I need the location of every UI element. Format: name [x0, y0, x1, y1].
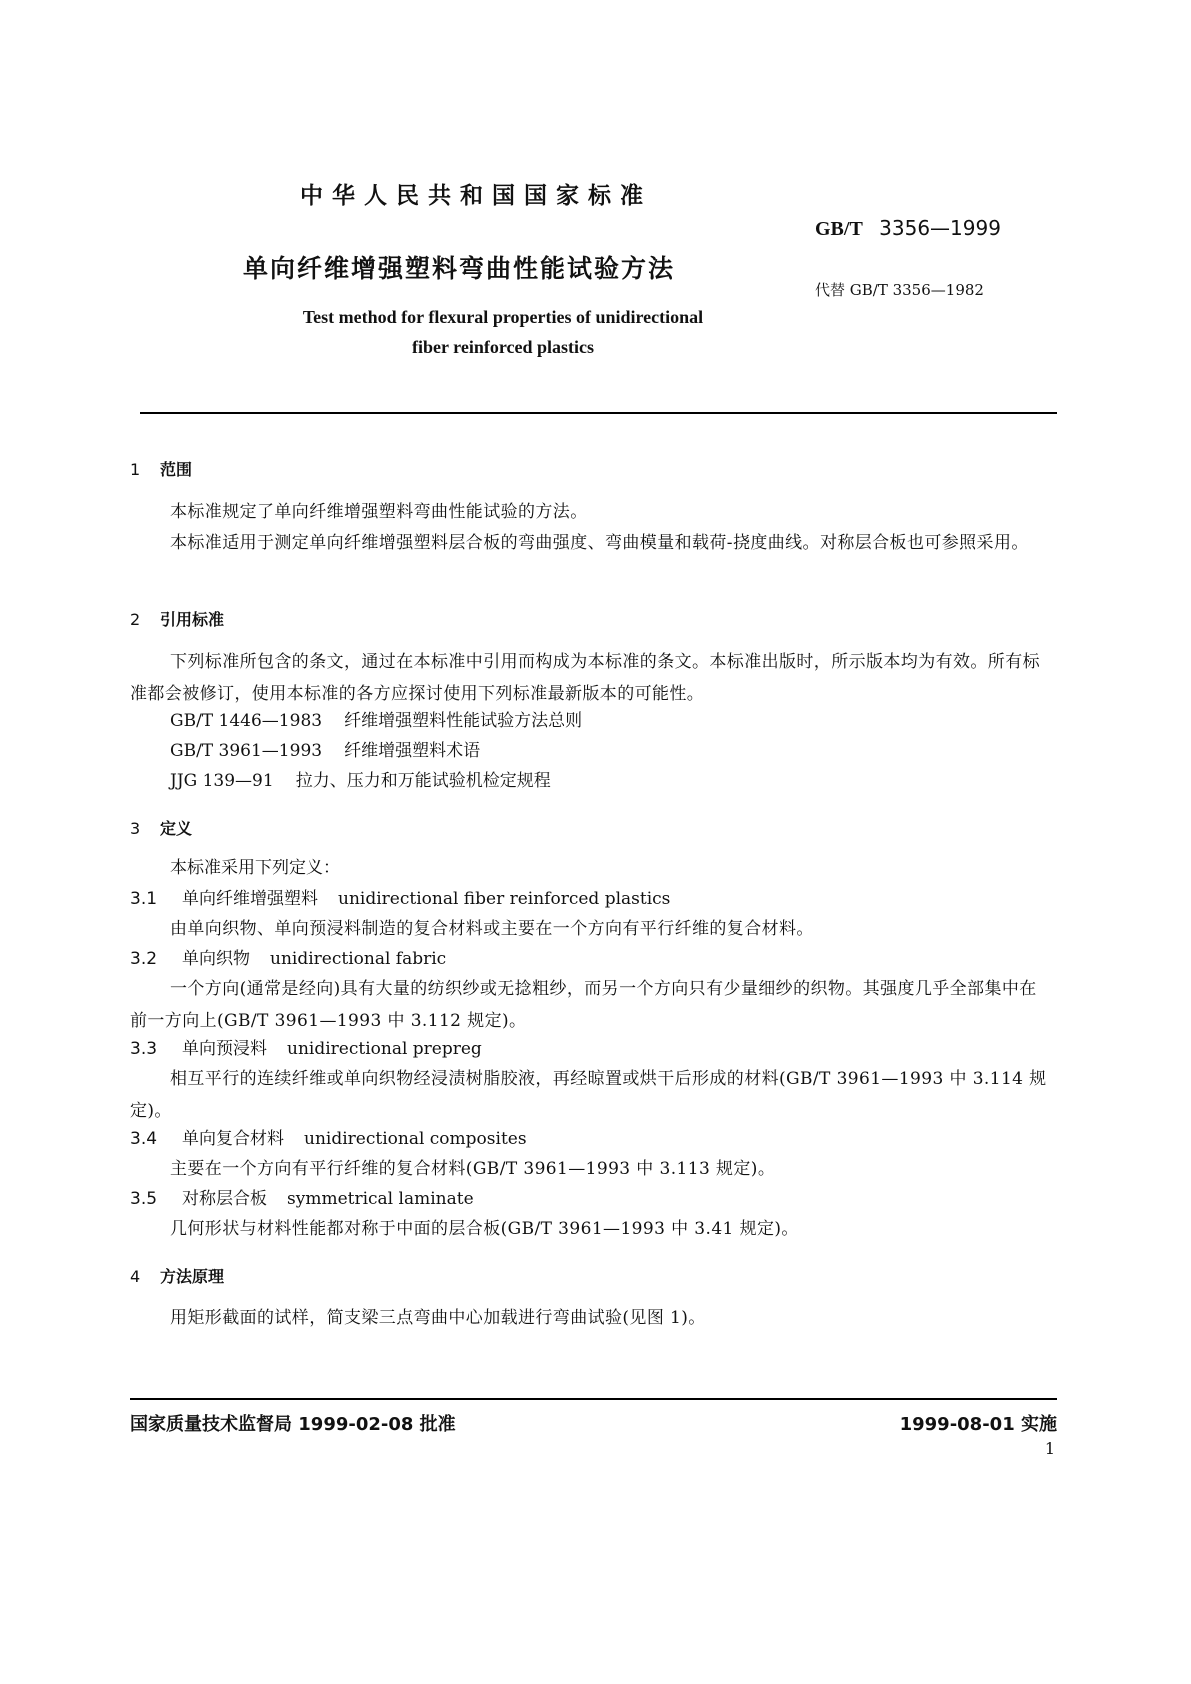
paragraph: 用矩形截面的试样，简支梁三点弯曲中心加载进行弯曲试验(见图 1)。: [170, 1308, 706, 1328]
definition-text: 相互平行的连续纤维或单向织物经浸渍树脂胶液，再经晾置或烘干后形成的材料(GB/T 3961—1993 中 3.114 规定)。: [130, 1069, 1047, 1121]
section-heading-1: [130, 457, 192, 480]
document-title-cn: 单向纤维增强塑料弯曲性能试验方法: [243, 254, 676, 283]
section-title: 方法原理: [160, 1267, 225, 1286]
definition-term: [130, 943, 446, 975]
term-cn: 单向纤维增强塑料: [182, 889, 318, 909]
approval-info: 国家质量技术监督局 1999-02-08 批准: [130, 1414, 456, 1435]
definition-term: [130, 1123, 527, 1155]
paragraph: 本标准适用于测定单向纤维增强塑料层合板的弯曲强度、弯曲模量和载荷-挠度曲线。对称层合板也可参照采用。: [170, 533, 1029, 553]
section-heading-4: [130, 1264, 224, 1287]
definition-number: 3.5: [130, 1189, 158, 1209]
term-en: unidirectional fiber reinforced plastics: [338, 889, 671, 909]
definition-number: 3.4: [130, 1129, 158, 1149]
term-en: unidirectional prepreg: [287, 1039, 482, 1059]
definition-text: 由单向织物、单向预浸料制造的复合材料或主要在一个方向有平行纤维的复合材料。: [170, 919, 814, 939]
reference-code: GB/T 3961—1993: [170, 741, 323, 761]
reference-item: [170, 735, 480, 767]
definition-number: 3.1: [130, 889, 158, 909]
header-divider: [140, 412, 1057, 414]
section-title: 引用标准: [160, 610, 225, 629]
definition-number: 3.2: [130, 949, 158, 969]
definition-text: 主要在一个方向有平行纤维的复合材料(GB/T 3961—1993 中 3.113 规定)。: [170, 1159, 776, 1179]
reference-title: 拉力、压力和万能试验机检定规程: [295, 771, 551, 791]
definition-text: 一个方向(通常是经向)具有大量的纺织纱或无捻粗纱，而另一个方向只有少量细纱的织物。其强度几乎全部集中在前一方向上(GB/T 3961—1993 中 3.112 规定)。: [130, 979, 1037, 1031]
term-cn: 单向预浸料: [182, 1039, 267, 1059]
national-standard-title: 中华人民共和国国家标准: [300, 183, 652, 209]
term-cn: 单向织物: [182, 949, 250, 969]
reference-item: [170, 765, 551, 797]
definition-term: [130, 1033, 482, 1065]
document-title-en-line2: fiber reinforced plastics: [412, 337, 594, 357]
standard-code-prefix: GB/T: [815, 218, 863, 240]
reference-code: GB/T 1446—1983: [170, 711, 323, 731]
definition-term: [130, 1183, 474, 1215]
replaces-standard: 代替 GB/T 3356—1982: [815, 281, 984, 299]
section-heading-2: [130, 607, 224, 630]
section-number: 4: [130, 1267, 141, 1286]
reference-item: [170, 705, 582, 737]
reference-title: 纤维增强塑料术语: [344, 741, 481, 761]
term-en: symmetrical laminate: [287, 1189, 474, 1209]
term-cn: 对称层合板: [182, 1189, 267, 1209]
section-title: 范围: [160, 460, 193, 479]
section-number: 3: [130, 819, 141, 838]
reference-title: 纤维增强塑料性能试验方法总则: [344, 711, 583, 731]
section-number: 1: [130, 460, 141, 479]
section-heading-3: [130, 816, 192, 839]
definition-number: 3.3: [130, 1039, 158, 1059]
implementation-date: 1999-08-01 实施: [899, 1414, 1057, 1435]
section-title: 定义: [160, 819, 193, 838]
document-title-en-line1: Test method for flexural properties of unidirectional: [302, 307, 704, 327]
reference-code: JJG 139—91: [170, 771, 274, 791]
standard-code: [815, 216, 1001, 241]
definition-text: 几何形状与材料性能都对称于中面的层合板(GB/T 3961—1993 中 3.41 规定)。: [170, 1219, 799, 1239]
paragraph: 本标准规定了单向纤维增强塑料弯曲性能试验的方法。: [170, 502, 588, 522]
page-number: 1: [1044, 1439, 1055, 1458]
definition-term: [130, 883, 670, 915]
paragraph: 下列标准所包含的条文，通过在本标准中引用而构成为本标准的条文。本标准出版时，所示版本均为有效。所有标准都会被修订，使用本标准的各方应探讨使用下列标准最新版本的可能性。: [130, 652, 1040, 704]
standard-code-number: 3356—1999: [879, 216, 1001, 240]
term-cn: 单向复合材料: [182, 1129, 284, 1149]
term-en: unidirectional composites: [304, 1129, 527, 1149]
definitions-intro: 本标准采用下列定义：: [170, 858, 340, 878]
term-en: unidirectional fabric: [270, 949, 447, 969]
footer-divider: [130, 1398, 1057, 1400]
section-number: 2: [130, 610, 141, 629]
